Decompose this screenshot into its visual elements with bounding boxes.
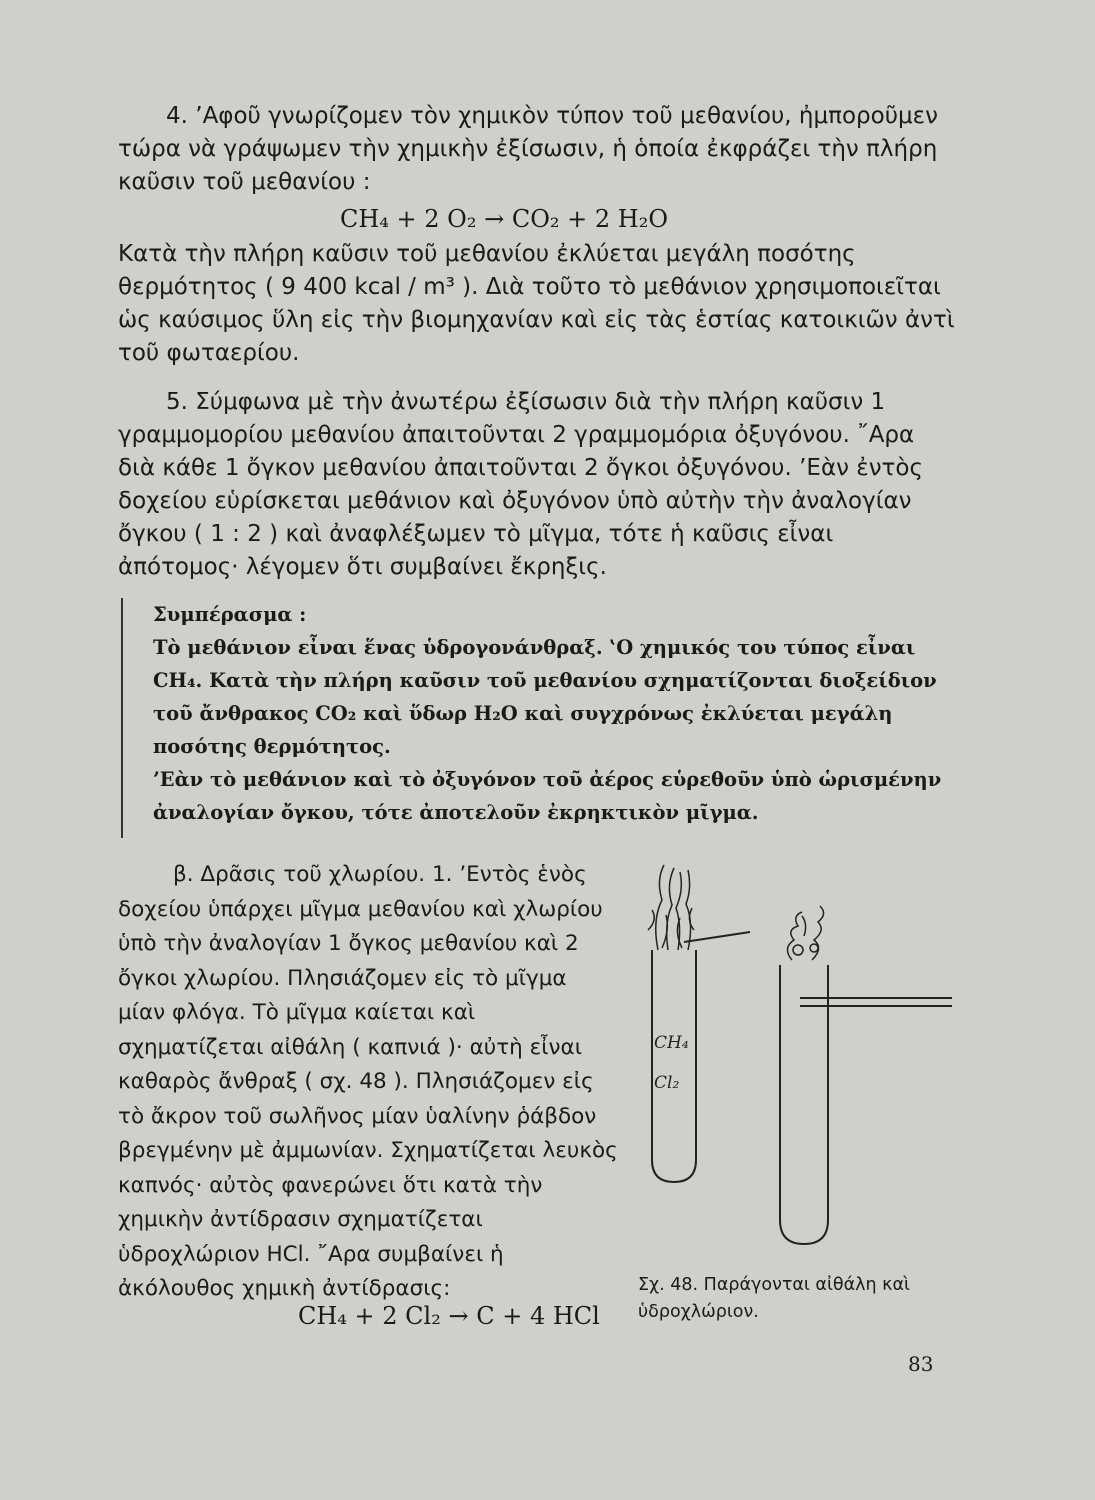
section-5-paragraph: 5. Σύμφωνα μὲ τὴν ἀνωτέρω ἐξίσωσιν διὰ τὴν πλήρη καῦσιν 1 γραμμομορίου μεθανίου ἀπαιτοῦνται 2 γραμμομόρια ὀξυγόνου. ῎Αρα διὰ κάθε 1 ὄγκον μεθανίου ἀπαιτοῦνται 2 ὄγκοι ὀξυγόνου. ’Εὰν ἐντὸς δοχείου εὑρίσκεται μεθάνιον καὶ ὀξυγόνον ὑπὸ αὐτὴν τὴν ἀναλογίαν ὄγκου ( 1 : 2 ) καὶ ἀναφλέξωμεν τὸ μῖγμα, τότε ἡ καῦσις εἶναι ἀπότομος· λέγομεν ὅτι συμβαίνει ἔκρηξις. — [118, 389, 923, 580]
methane-combustion-equation: CH₄ + 2 O₂ → CO₂ + 2 H₂O — [340, 205, 668, 233]
conclusion-paragraph-2: ’Εὰν τὸ μεθάνιον καὶ τὸ ὀξυγόνον τοῦ ἀέρος εὑρεθοῦν ὑπὸ ὡρισμένην ἀναλογίαν ὄγκου, τότε ἀποτελοῦν ἐκρηκτικὸν μῖγμα. — [153, 768, 942, 824]
ch4-label: CH₄ — [654, 1033, 689, 1053]
chlorine-section — [118, 858, 618, 1307]
figure-48-test-tubes — [622, 860, 962, 1260]
glass-rod-left — [684, 932, 750, 942]
chlorine-reaction-equation: CH₄ + 2 Cl₂ → C + 4 HCl — [298, 1302, 600, 1330]
chlorine-paragraph: β. Δρᾶσις τοῦ χλωρίου. 1. ’Εντὸς ἑνὸς δοχείου ὑπάρχει μῖγμα μεθανίου καὶ χλωρίου ὑπὸ τὴν ἀναλογίαν 1 ὄγκος μεθανίου καὶ 2 ὄγκοι χλωρίου. Πλησιάζομεν εἰς τὸ μῖγμα μίαν φλόγα. Τὸ μῖγμα καίεται καὶ σχηματίζεται αἰθάλη ( καπνιά )· αὐτὴ εἶναι καθαρὸς ἄνθραξ ( σχ. 48 ). Πλησιάζομεν εἰς τὸ ἄκρον τοῦ σωλῆνος μίαν ὑαλίνην ῥάβδον βρεγμένην μὲ ἀμμωνίαν. Σχηματίζεται λευκὸς καπνός· αὐτὸς φανερώνει ὅτι κατὰ τὴν χημικὴν ἀντίδρασιν σχηματίζεται ὑδροχλώριον HCl. ῎Αρα συμβαίνει ἡ ἀκόλουθος χημικὴ ἀντίδρασις: — [118, 862, 618, 1301]
conclusion-box — [121, 598, 956, 838]
test-tube-left — [652, 950, 696, 1182]
cl2-label: Cl₂ — [654, 1073, 680, 1093]
white-smoke-icon — [787, 906, 823, 960]
page-number: 83 — [908, 1352, 934, 1376]
heat-release-paragraph: Κατὰ τὴν πλήρη καῦσιν τοῦ μεθανίου ἐκλύεται μεγάλη ποσότης θερμότητος ( 9 400 kcal / m³ ). Διὰ τοῦτο τὸ μεθάνιον χρησιμοποιεῖται ὡς καύσιμος ὕλη εἰς τὴν βιομηχανίαν καὶ εἰς τὰς ἑστίας κατοικιῶν ἀντὶ τοῦ φωταερίου. — [118, 241, 955, 366]
section-4-paragraph: 4. ’Αφοῦ γνωρίζομεν τὸν χημικὸν τύπον τοῦ μεθανίου, ἠμποροῦμεν τώρα νὰ γράψωμεν τὴν χημικὴν ἐξίσωσιν, ἡ ὁποία ἐκφράζει τὴν πλήρη καῦσιν τοῦ μεθανίου : — [118, 103, 938, 195]
soot-flame-icon — [648, 865, 694, 950]
conclusion-title: Συμπέρασμα : — [153, 603, 307, 626]
conclusion-paragraph-1: Τὸ μεθάνιον εἶναι ἕνας ὑδρογονάνθραξ. ‛Ο χημικός του τύπος εἶναι CH₄. Κατὰ τὴν πλήρη καῦσιν τοῦ μεθανίου σχηματίζονται διοξείδιον τοῦ ἄνθρακος CO₂ καὶ ὕδωρ H₂O καὶ συγχρόνως ἐκλύεται μεγάλη ποσότης θερμότητος. — [153, 636, 937, 758]
figure-48-caption: Σχ. 48. Παράγονται αἰθάλη καὶ ὑδροχλώριον. — [638, 1275, 910, 1322]
